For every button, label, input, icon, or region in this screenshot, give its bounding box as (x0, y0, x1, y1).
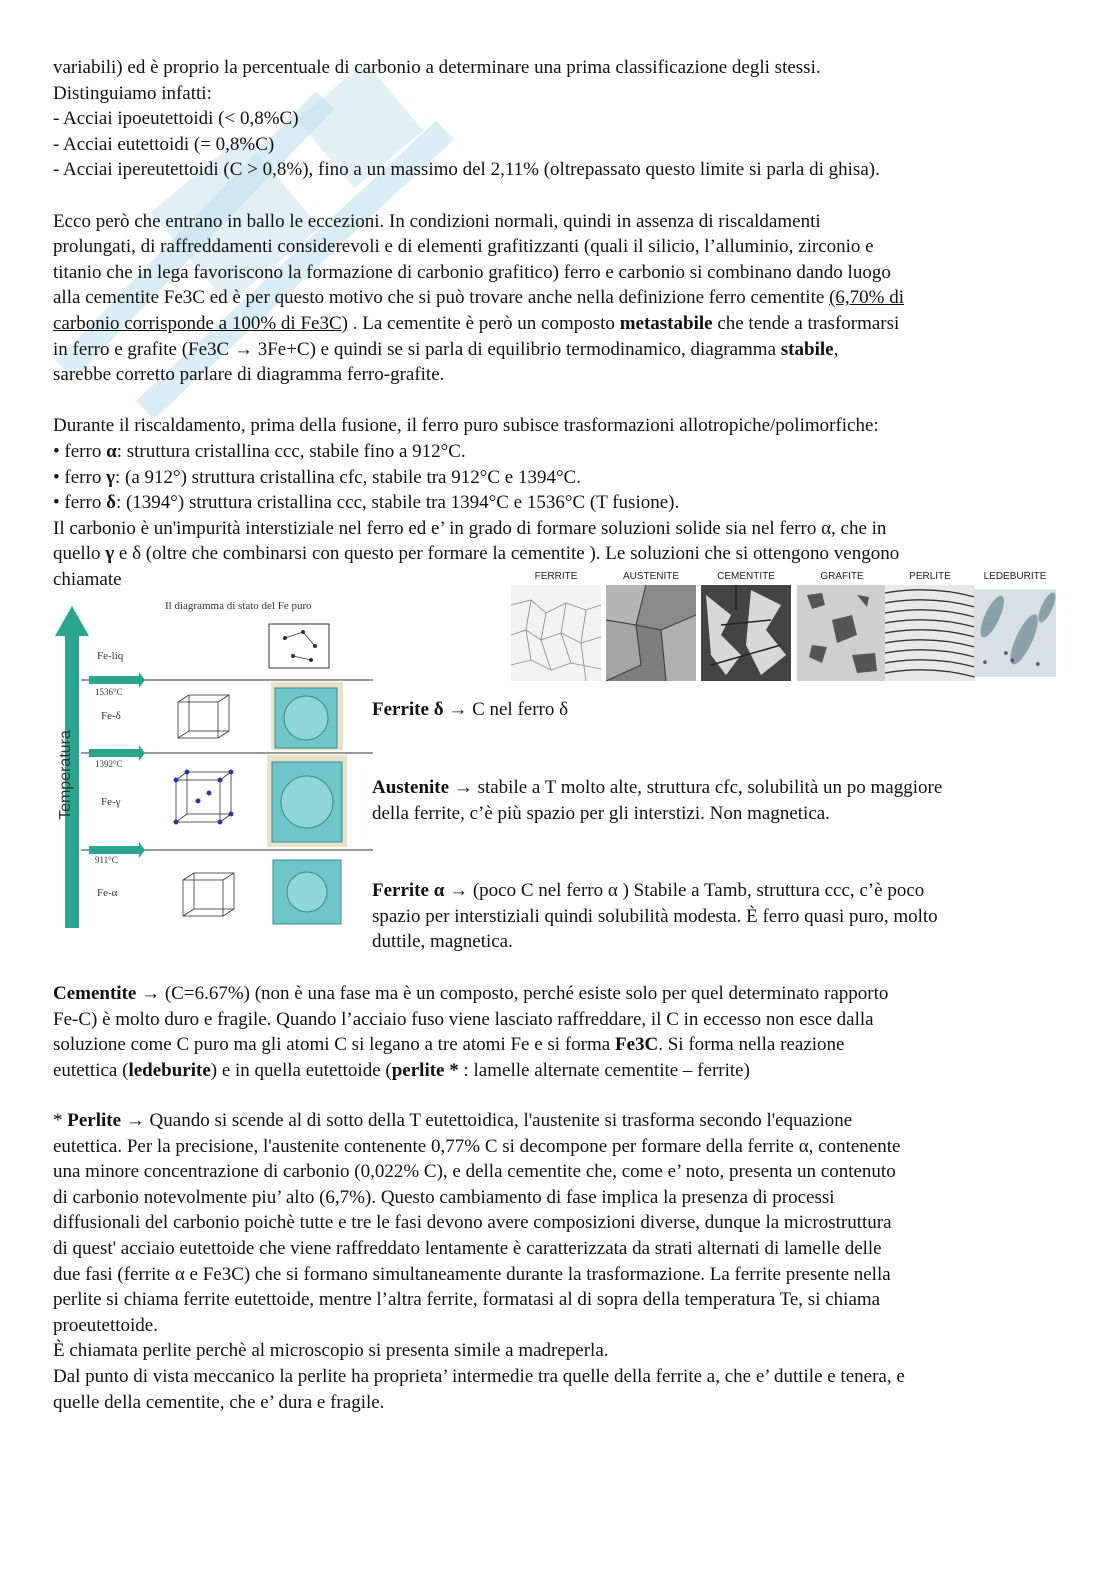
text-span: → C nel ferro δ (443, 699, 569, 720)
text-line (53, 1058, 1063, 1084)
text-span: che tende a trasformarsi (712, 312, 900, 334)
eccezioni-paragraph (53, 209, 1063, 388)
cementite-micrograph-image (701, 585, 791, 681)
text-line: chiamate (53, 568, 122, 590)
micrograph-caption: LEDEBURITE (983, 571, 1047, 582)
cementite-paragraph (53, 981, 1063, 1083)
ledeburite-micrograph-image (974, 585, 1056, 681)
micrograph-perlite (885, 571, 975, 681)
bold-term: γ (106, 466, 115, 488)
text-line: perlite si chiama ferrite eutettoide, mentre l’altra ferrite, formatasi al di sopra della temperatura Te, si chiama (53, 1289, 881, 1311)
text-line: Dal punto di vista meccanico la perlite ha proprieta’ intermedie tra quelle della ferrite a, che e’ duttile e tenera, e (53, 1365, 905, 1387)
text-line: sarebbe corretto parlare di diagramma ferro-grafite. (53, 364, 445, 386)
text-span: • ferro (53, 440, 107, 462)
bold-term: γ (105, 543, 115, 565)
text-line: di carbonio notevolmente piu’ alto (6,7%). Questo cambiamento di fase implica la presenza di processi (53, 1186, 835, 1208)
bold-term: Ferrite δ (372, 699, 444, 720)
austenite-text (372, 775, 1062, 826)
phase-label: Fe-δ (101, 710, 121, 722)
micrograph-caption: CEMENTITE (717, 571, 775, 582)
ferrite-micrograph-image (511, 585, 601, 681)
text-line: eutettica. Per la precisione, l'austenite contenente 0,77% C si decompone per formare della ferrite α, contenente (53, 1135, 901, 1157)
text-line: prolungati, di raffreddamenti considerevoli e di elementi grafitizzanti (quali il silicio, l’alluminio, zirconio e (53, 236, 874, 258)
text-span: : struttura cristallina ccc, stabile fino a 912°C. (116, 440, 466, 462)
perlite-micrograph-image (885, 585, 975, 681)
text-line: di quest' acciaio eutettoide che viene raffreddato lentamente è caratterizzata da strati alternati di lamelle delle (53, 1237, 882, 1259)
bold-term: ledeburite (128, 1059, 211, 1081)
temperature-label: 911°C (95, 855, 118, 865)
micrograph-caption: PERLITE (909, 571, 951, 582)
bold-term: Ferrite α (372, 880, 445, 901)
micrograph-cementite (701, 571, 791, 681)
text-line: spazio per interstiziali quindi solubilità modesta. È ferro quasi puro, molto (372, 905, 938, 927)
fe-phase-diagram (53, 598, 373, 933)
text-line: duttile, magnetica. (372, 931, 513, 953)
micrograph-caption: FERRITE (534, 571, 578, 582)
list-item (53, 439, 1063, 465)
document-page (53, 55, 1063, 592)
text-line: Ecco però che entrano in ballo le eccezioni. In condizioni normali, quindi in assenza di riscaldamenti (53, 210, 821, 232)
text-span: in ferro e grafite (Fe3C → 3Fe+C) e quindi se si parla di equilibrio termodinamico, diagramma (53, 338, 781, 360)
text-span: • ferro (53, 492, 107, 514)
micrograph-caption: GRAFITE (820, 571, 864, 582)
bold-term: Cementite (53, 983, 137, 1004)
phase-label: Fe-α (97, 887, 118, 899)
text-span: ) e in quella eutettoide ( (210, 1059, 392, 1081)
text-span: soluzione come C puro ma gli atomi C si legano a tre atomi Fe e si forma (53, 1034, 615, 1056)
micrograph-caption: AUSTENITE (622, 571, 680, 582)
phase-label: Fe-γ (101, 796, 121, 808)
text-span: : lamelle alternate cementite – ferrite) (458, 1059, 750, 1081)
text-span: • ferro (53, 466, 107, 488)
text-line (53, 311, 1063, 337)
text-span: → (C=6.67%) (non è una fase ma è un composto, perché esiste solo per quel determinato rapporto (136, 983, 889, 1004)
text-line: una minore concentrazione di carbonio (0,022% C), e della cementite che, come e’ noto, presenta un contenuto (53, 1161, 896, 1183)
text-line: diffusionali del carbonio poichè tutte e tre le fasi devono avere composizioni diverse, dunque la microstruttura (53, 1212, 892, 1234)
axis-label: Temperatura (57, 730, 74, 820)
text-line: due fasi (ferrite α e Fe3C) che si formano simultaneamente durante la trasformazione. La ferrite presente nella (53, 1263, 891, 1285)
underlined-text: carbonio corrisponde a 100% di Fe3C) (53, 312, 348, 334)
text-span: → (poco C nel ferro α ) Stabile a Tamb, struttura ccc, c’è poco (444, 880, 925, 901)
text-span: alla cementite Fe3C ed è per questo motivo che si può trovare anche nella definizione ferro cementite (53, 287, 830, 309)
text-span: → stabile a T molto alte, struttura cfc, solubilità un po maggiore (449, 777, 943, 798)
text-span: : (1394°) struttura cristallina ccc, stabile tra 1394°C e 1536°C (T fusione). (115, 492, 680, 514)
text-span: eutettica ( (53, 1059, 129, 1081)
text-span: quello (53, 543, 106, 565)
text-line: Durante il riscaldamento, prima della fusione, il ferro puro subisce trasformazioni allotropiche/polimorfiche: (53, 415, 879, 437)
text-span: , (833, 338, 839, 360)
bold-term: perlite * (391, 1059, 459, 1081)
text-span: . La cementite è però un composto (347, 312, 620, 334)
micrograph-grafite (797, 571, 887, 681)
text-line: - Acciai eutettoidi (= 0,8%C) (53, 133, 275, 155)
text-line (372, 878, 1062, 904)
diagram-title: Il diagramma di stato del Fe puro (165, 600, 312, 612)
text-span: → Quando si scende al di sotto della T eutettoidica, l'austenite si trasforma secondo l'equazione (121, 1110, 853, 1131)
text-span: . Si forma nella reazione (658, 1034, 845, 1056)
bold-term: Austenite (372, 777, 450, 798)
ferrite-alpha-text (372, 878, 1062, 955)
text-span: e δ (oltre che combinarsi con questo per formare la cementite ). Le soluzioni che si ottengono vengono (114, 543, 900, 565)
text-span: : (a 912°) struttura cristallina cfc, stabile tra 912°C e 1394°C. (114, 466, 581, 488)
text-line (53, 337, 1063, 363)
bold-term: Fe3C (614, 1034, 659, 1056)
intro-section (53, 55, 1063, 183)
text-line: proeutettoide. (53, 1314, 158, 1336)
bold-term: δ (106, 492, 116, 514)
phase-label: Fe-liq (97, 650, 124, 662)
perlite-paragraph (53, 1108, 1063, 1415)
text-line: titanio che in lega favoriscono la formazione di carbonio grafitico) ferro e carbonio si combinano dando luogo (53, 261, 891, 283)
bold-term: Perlite (67, 1110, 122, 1131)
text-line (53, 1108, 1063, 1134)
text-line: variabili) ed è proprio la percentuale di carbonio a determinare una prima classificazione degli stessi. (53, 57, 821, 78)
micrograph-ledeburite (974, 571, 1056, 681)
text-line: quelle della cementite, che e’ dura e fragile. (53, 1391, 385, 1413)
text-line: È chiamata perlite perchè al microscopio si presenta simile a madreperla. (53, 1340, 609, 1362)
micrograph-austenite (606, 571, 696, 681)
text-line: - Acciai ipoeutettoidi (< 0,8%C) (53, 108, 299, 130)
temperature-label: 1392°C (95, 759, 123, 769)
allotropic-paragraph (53, 413, 1063, 592)
micrograph-strip (511, 571, 1056, 683)
text-line: Fe-C) è molto duro e fragile. Quando l’acciaio fuso viene lasciato raffreddare, il C in eccesso non esce dalla (53, 1008, 874, 1030)
underlined-text: (6,70% di (829, 287, 904, 309)
ferrite-delta-text (372, 697, 1062, 723)
grafite-micrograph-image (797, 585, 887, 681)
micrograph-ferrite (511, 571, 601, 681)
text-line: - Acciai ipereutettoidi (C > 0,8%), fino a un massimo del 2,11% (oltrepassato questo limite si parla di ghisa). (53, 159, 880, 181)
text-line (53, 541, 1063, 567)
list-item (53, 465, 1063, 491)
text-line (53, 1032, 1063, 1058)
text-line (53, 981, 1063, 1007)
text-line: della ferrite, c’è più spazio per gli interstizi. Non magnetica. (372, 802, 830, 824)
text-line (372, 775, 1062, 801)
bold-term: metastabile (619, 312, 713, 334)
austenite-micrograph-image (606, 585, 696, 681)
text-line (372, 697, 1062, 723)
text-span: * (53, 1110, 68, 1131)
text-line (53, 285, 1063, 311)
text-line: Distinguiamo infatti: (53, 82, 212, 104)
bold-term: α (106, 440, 117, 462)
temperature-label: 1536°C (95, 687, 123, 697)
bold-term: stabile (780, 338, 834, 360)
text-line: Il carbonio è un'impurità interstiziale nel ferro ed e’ in grado di formare soluzioni solide sia nel ferro α, che in (53, 517, 887, 539)
list-item (53, 490, 1063, 516)
